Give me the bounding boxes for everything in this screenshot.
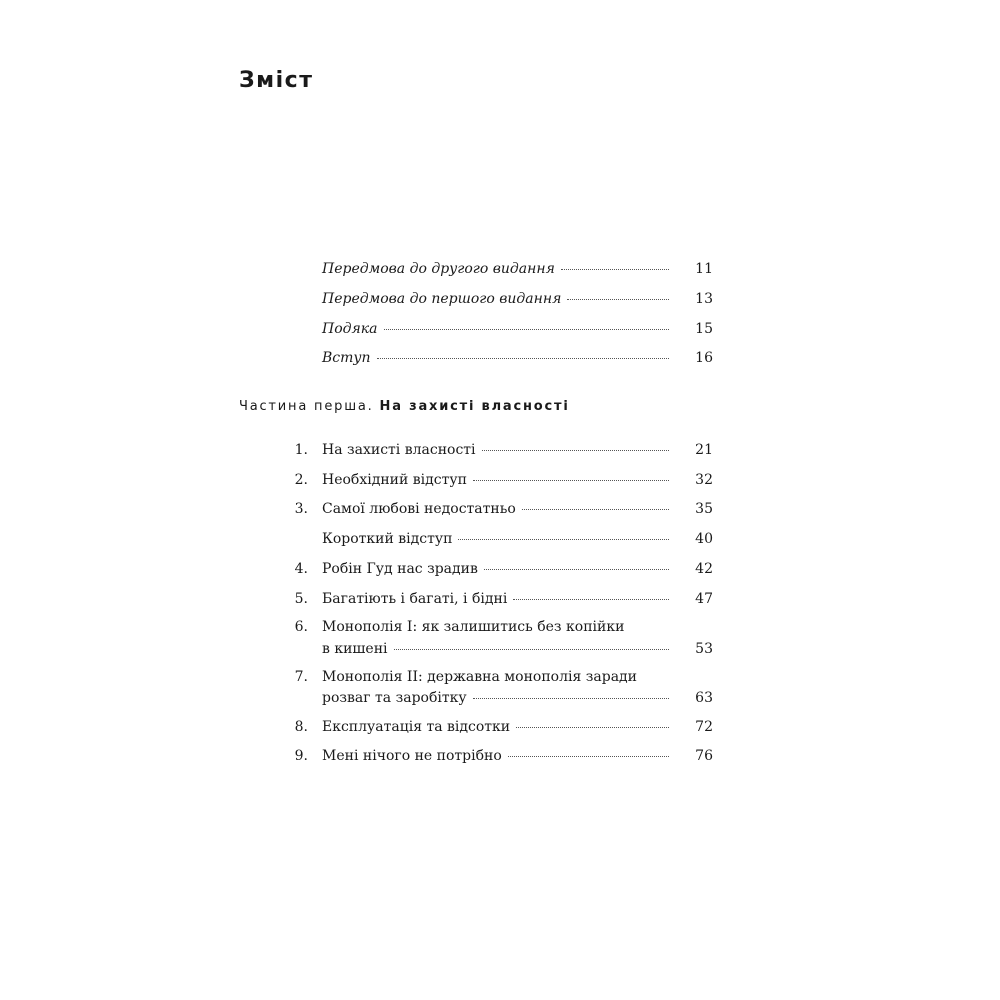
toc-entry-title: На захисті власності [322, 442, 476, 458]
chapter-number: 4. [294, 561, 308, 577]
dot-leader [473, 479, 669, 481]
dot-leader [513, 598, 669, 600]
toc-entry-title: Робін Гуд нас зрадив [322, 561, 478, 577]
dot-leader [522, 508, 669, 510]
dot-leader [567, 298, 669, 300]
dot-leader [458, 538, 669, 540]
dot-leader [508, 755, 669, 757]
chapter-number: 6. [294, 619, 308, 635]
toc-entry-title: Експлуатація та відсотки [322, 719, 511, 735]
toc-entry-title: Мені нічого не потрібно [322, 748, 502, 764]
toc-entry-title: Короткий відступ [322, 531, 453, 547]
toc-page-number: 13 [695, 291, 713, 307]
toc-page-number: 40 [695, 531, 713, 547]
toc-entry-title-line2: в кишені [322, 641, 388, 657]
chapter-number: 7. [294, 669, 308, 685]
chapter-number: 1. [294, 442, 308, 458]
dot-leader [377, 357, 669, 359]
toc-page-number: 63 [695, 690, 713, 706]
dot-leader [394, 648, 669, 650]
toc-page-number: 16 [695, 350, 713, 366]
toc-page-number: 53 [695, 641, 713, 657]
toc-page-number: 15 [695, 321, 713, 337]
toc-entry-title-line2: розваг та заробітку [322, 690, 467, 706]
chapter-number: 2. [294, 472, 308, 488]
dot-leader [484, 568, 669, 570]
dot-leader [516, 726, 669, 728]
dot-leader [473, 697, 669, 699]
toc-entry-title: Вступ [322, 350, 371, 366]
chapter-number: 8. [294, 719, 308, 735]
toc-page-number: 11 [695, 261, 713, 277]
toc-entry-title: Самої любові недостатньо [322, 501, 516, 517]
chapter-number: 9. [294, 748, 308, 764]
toc-page-number: 32 [695, 472, 713, 488]
toc-page-number: 35 [695, 501, 713, 517]
toc-entry-title: Передмова до першого видання [322, 291, 562, 307]
toc-page-number: 76 [695, 748, 713, 764]
toc-entry-title: Передмова до другого видання [322, 261, 555, 277]
dot-leader [482, 449, 669, 451]
toc-entry-title-line1: Монополія I: як залишитись без копійки [322, 619, 625, 635]
toc-page-number: 21 [695, 442, 713, 458]
toc-page-number: 72 [695, 719, 713, 735]
part-label: Частина перша. [239, 399, 374, 414]
dot-leader [384, 328, 670, 330]
chapter-number: 3. [294, 501, 308, 517]
toc-entry-title: Багатіють і багаті, і бідні [322, 591, 508, 607]
toc-entry-title-line1: Монополія II: державна монополія заради [322, 669, 637, 685]
toc-entry-title: Подяка [322, 321, 378, 337]
toc-page-number: 42 [695, 561, 713, 577]
part-heading [239, 399, 570, 414]
part-title: На захисті власності [379, 399, 570, 414]
toc-page-number: 47 [695, 591, 713, 607]
chapter-number: 5. [294, 591, 308, 607]
dot-leader [561, 268, 669, 270]
toc-entry-title: Необхідний відступ [322, 472, 467, 488]
page-title: Зміст [239, 68, 314, 93]
